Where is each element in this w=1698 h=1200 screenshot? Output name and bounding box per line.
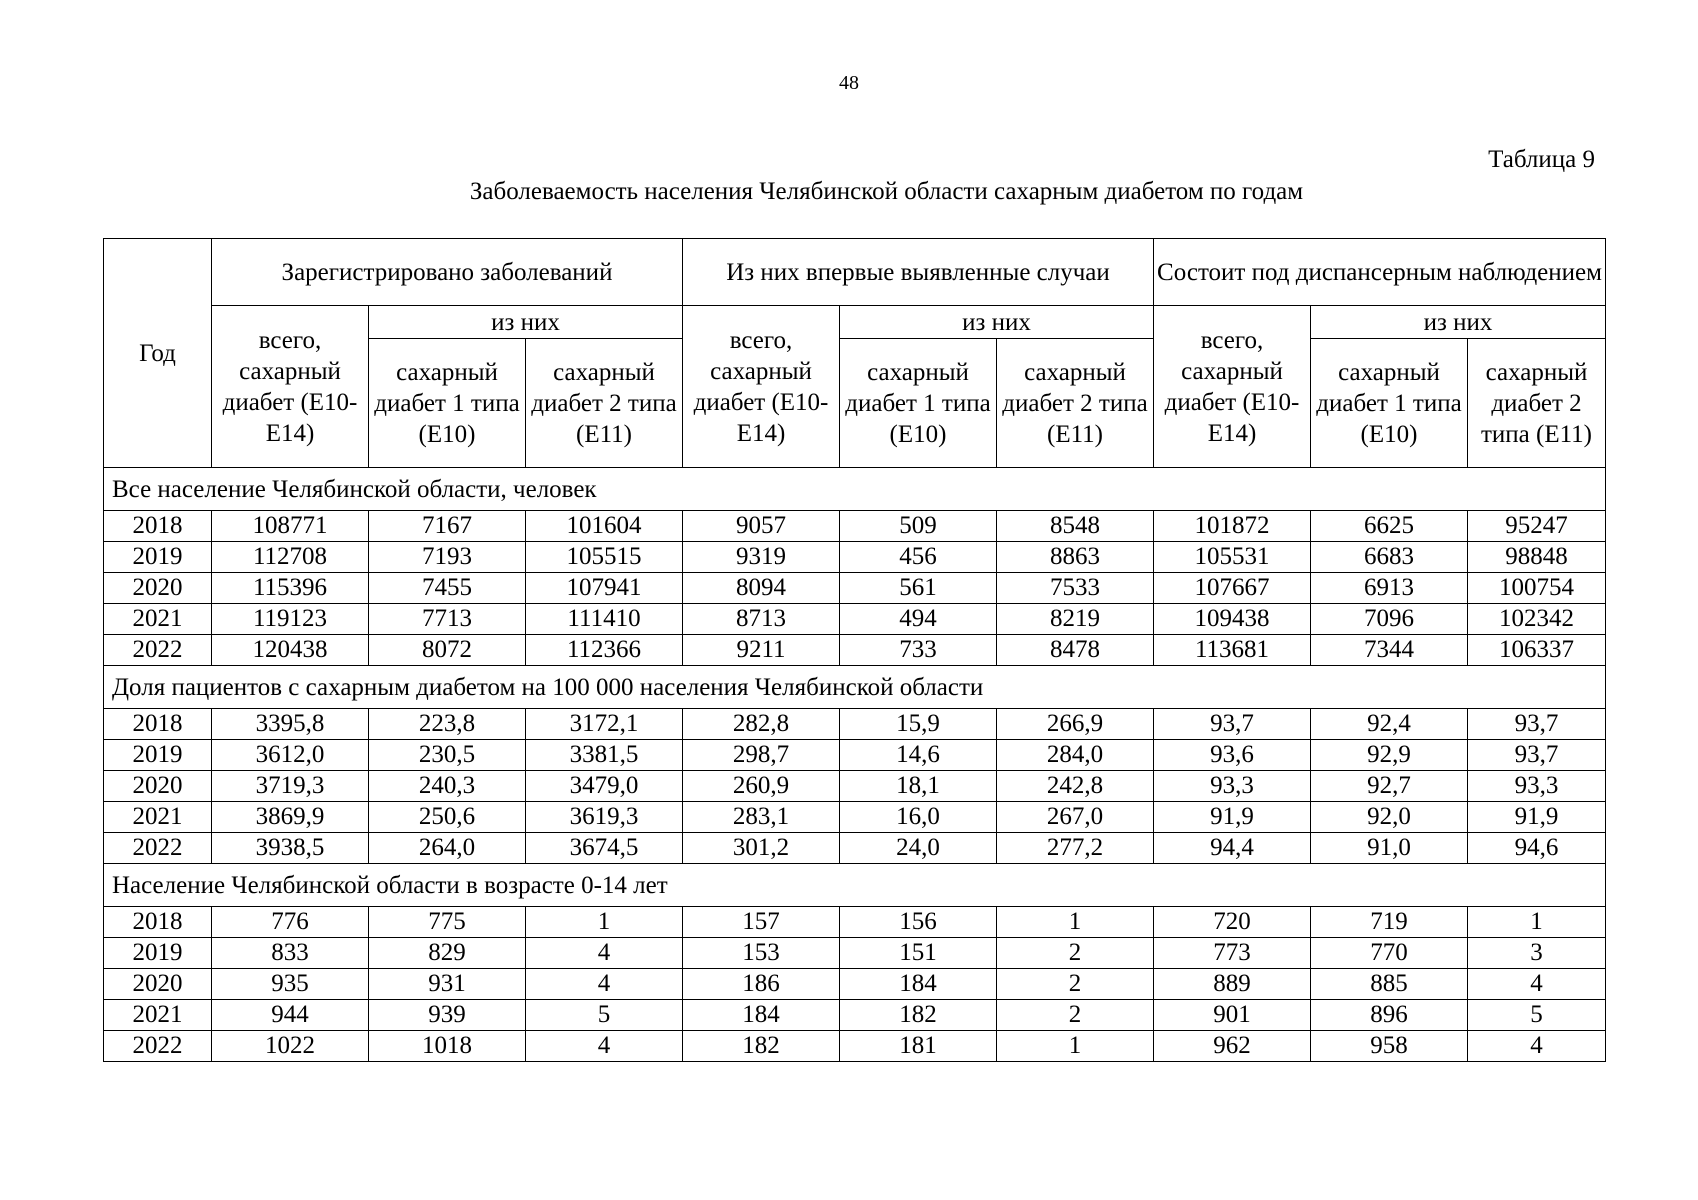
- value-cell: 182: [840, 1000, 997, 1031]
- header-registered: Зарегистрировано заболеваний: [212, 239, 683, 306]
- value-cell: 284,0: [997, 740, 1154, 771]
- value-cell: 250,6: [369, 802, 526, 833]
- value-cell: 7167: [369, 511, 526, 542]
- table-title-wrap: [0, 178, 1698, 206]
- value-cell: 1022: [212, 1031, 369, 1062]
- value-cell: 95247: [1468, 511, 1606, 542]
- value-cell: 4: [1468, 1031, 1606, 1062]
- value-cell: 3172,1: [526, 709, 683, 740]
- value-cell: 3869,9: [212, 802, 369, 833]
- value-cell: 240,3: [369, 771, 526, 802]
- value-cell: 298,7: [683, 740, 840, 771]
- year-cell: 2020: [104, 969, 212, 1000]
- year-cell: 2021: [104, 1000, 212, 1031]
- value-cell: 4: [526, 969, 683, 1000]
- value-cell: 4: [526, 938, 683, 969]
- header-total: всего, сахарный диабет (Е10-Е14): [683, 306, 840, 468]
- value-cell: 1: [997, 1031, 1154, 1062]
- year-cell: 2018: [104, 511, 212, 542]
- table-title: Заболеваемость населения Челябинской области сахарным диабетом по годам: [469, 178, 1304, 205]
- value-cell: 186: [683, 969, 840, 1000]
- value-cell: 94,4: [1154, 833, 1311, 864]
- value-cell: 182: [683, 1031, 840, 1062]
- value-cell: 93,7: [1468, 709, 1606, 740]
- value-cell: 5: [526, 1000, 683, 1031]
- table-row: [104, 709, 1606, 740]
- value-cell: 3395,8: [212, 709, 369, 740]
- table-row: [104, 833, 1606, 864]
- year-cell: 2018: [104, 907, 212, 938]
- value-cell: 733: [840, 635, 997, 666]
- section-title: Все население Челябинской области, человек: [104, 468, 1606, 511]
- value-cell: 6625: [1311, 511, 1468, 542]
- value-cell: 931: [369, 969, 526, 1000]
- value-cell: 776: [212, 907, 369, 938]
- value-cell: 94,6: [1468, 833, 1606, 864]
- page-number: 48: [839, 72, 859, 94]
- value-cell: 266,9: [997, 709, 1154, 740]
- value-cell: 223,8: [369, 709, 526, 740]
- value-cell: 93,7: [1154, 709, 1311, 740]
- value-cell: 2: [997, 969, 1154, 1000]
- table-row: [104, 1000, 1606, 1031]
- value-cell: 92,7: [1311, 771, 1468, 802]
- value-cell: 24,0: [840, 833, 997, 864]
- header-new-cases: Из них впервые выявленные случаи: [683, 239, 1154, 306]
- value-cell: 9057: [683, 511, 840, 542]
- value-cell: 901: [1154, 1000, 1311, 1031]
- value-cell: 944: [212, 1000, 369, 1031]
- value-cell: 111410: [526, 604, 683, 635]
- value-cell: 494: [840, 604, 997, 635]
- value-cell: 1: [997, 907, 1154, 938]
- value-cell: 15,9: [840, 709, 997, 740]
- value-cell: 93,6: [1154, 740, 1311, 771]
- header-year: Год: [104, 239, 212, 468]
- value-cell: 2: [997, 938, 1154, 969]
- value-cell: 18,1: [840, 771, 997, 802]
- table-row: [104, 938, 1606, 969]
- value-cell: 4: [1468, 969, 1606, 1000]
- table-row: [104, 635, 1606, 666]
- value-cell: 8478: [997, 635, 1154, 666]
- value-cell: 829: [369, 938, 526, 969]
- value-cell: 4: [526, 1031, 683, 1062]
- table-row: [104, 604, 1606, 635]
- value-cell: 8094: [683, 573, 840, 604]
- value-cell: 896: [1311, 1000, 1468, 1031]
- value-cell: 91,0: [1311, 833, 1468, 864]
- value-cell: 92,0: [1311, 802, 1468, 833]
- diabetes-table: [103, 238, 1606, 1062]
- value-cell: 7193: [369, 542, 526, 573]
- value-cell: 156: [840, 907, 997, 938]
- year-cell: 2022: [104, 833, 212, 864]
- header-type1: сахарный диабет 1 типа (Е10): [840, 339, 997, 468]
- table-body: [104, 468, 1606, 1062]
- value-cell: 719: [1311, 907, 1468, 938]
- year-cell: 2022: [104, 635, 212, 666]
- year-cell: 2019: [104, 740, 212, 771]
- year-cell: 2020: [104, 573, 212, 604]
- value-cell: 153: [683, 938, 840, 969]
- value-cell: 113681: [1154, 635, 1311, 666]
- year-cell: 2021: [104, 802, 212, 833]
- value-cell: 8072: [369, 635, 526, 666]
- value-cell: 16,0: [840, 802, 997, 833]
- value-cell: 5: [1468, 1000, 1606, 1031]
- value-cell: 277,2: [997, 833, 1154, 864]
- year-cell: 2019: [104, 938, 212, 969]
- header-type2: сахарный диабет 2 типа (Е11): [526, 339, 683, 468]
- header-iz-nih: из них: [369, 306, 683, 339]
- header-type2: сахарный диабет 2 типа (Е11): [997, 339, 1154, 468]
- value-cell: 119123: [212, 604, 369, 635]
- year-cell: 2018: [104, 709, 212, 740]
- table-row: [104, 511, 1606, 542]
- value-cell: 101872: [1154, 511, 1311, 542]
- header-type1: сахарный диабет 1 типа (Е10): [1311, 339, 1468, 468]
- value-cell: 1: [1468, 907, 1606, 938]
- table-row: [104, 969, 1606, 1000]
- value-cell: 1: [526, 907, 683, 938]
- value-cell: 456: [840, 542, 997, 573]
- value-cell: 720: [1154, 907, 1311, 938]
- header-iz-nih: из них: [1311, 306, 1606, 339]
- value-cell: 184: [683, 1000, 840, 1031]
- value-cell: 151: [840, 938, 997, 969]
- section-row: [104, 864, 1606, 907]
- value-cell: 3619,3: [526, 802, 683, 833]
- value-cell: 509: [840, 511, 997, 542]
- value-cell: 935: [212, 969, 369, 1000]
- value-cell: 2: [997, 1000, 1154, 1031]
- value-cell: 8548: [997, 511, 1154, 542]
- value-cell: 283,1: [683, 802, 840, 833]
- value-cell: 282,8: [683, 709, 840, 740]
- value-cell: 773: [1154, 938, 1311, 969]
- value-cell: 108771: [212, 511, 369, 542]
- table-row: [104, 1031, 1606, 1062]
- value-cell: 101604: [526, 511, 683, 542]
- value-cell: 770: [1311, 938, 1468, 969]
- value-cell: 157: [683, 907, 840, 938]
- year-cell: 2022: [104, 1031, 212, 1062]
- value-cell: 115396: [212, 573, 369, 604]
- value-cell: 7096: [1311, 604, 1468, 635]
- value-cell: 939: [369, 1000, 526, 1031]
- year-cell: 2020: [104, 771, 212, 802]
- value-cell: 885: [1311, 969, 1468, 1000]
- value-cell: 264,0: [369, 833, 526, 864]
- value-cell: 958: [1311, 1031, 1468, 1062]
- value-cell: 9319: [683, 542, 840, 573]
- value-cell: 3381,5: [526, 740, 683, 771]
- value-cell: 107667: [1154, 573, 1311, 604]
- value-cell: 106337: [1468, 635, 1606, 666]
- value-cell: 181: [840, 1031, 997, 1062]
- table-label: Таблица 9: [1488, 146, 1595, 173]
- value-cell: 775: [369, 907, 526, 938]
- value-cell: 14,6: [840, 740, 997, 771]
- value-cell: 7344: [1311, 635, 1468, 666]
- table-row: [104, 740, 1606, 771]
- value-cell: 120438: [212, 635, 369, 666]
- section-row: [104, 666, 1606, 709]
- value-cell: 833: [212, 938, 369, 969]
- value-cell: 93,3: [1468, 771, 1606, 802]
- value-cell: 301,2: [683, 833, 840, 864]
- value-cell: 3938,5: [212, 833, 369, 864]
- value-cell: 6683: [1311, 542, 1468, 573]
- header-total: всего, сахарный диабет (Е10-Е14): [1154, 306, 1311, 468]
- value-cell: 91,9: [1154, 802, 1311, 833]
- table-row: [104, 542, 1606, 573]
- value-cell: 1018: [369, 1031, 526, 1062]
- value-cell: 91,9: [1468, 802, 1606, 833]
- header-iz-nih: из них: [840, 306, 1154, 339]
- value-cell: 98848: [1468, 542, 1606, 573]
- value-cell: 889: [1154, 969, 1311, 1000]
- value-cell: 3: [1468, 938, 1606, 969]
- header-type1: сахарный диабет 1 типа (Е10): [369, 339, 526, 468]
- value-cell: 230,5: [369, 740, 526, 771]
- value-cell: 107941: [526, 573, 683, 604]
- value-cell: 184: [840, 969, 997, 1000]
- section-title: Доля пациентов с сахарным диабетом на 100 000 населения Челябинской области: [104, 666, 1606, 709]
- table-row: [104, 573, 1606, 604]
- table-row: [104, 907, 1606, 938]
- value-cell: 8713: [683, 604, 840, 635]
- value-cell: 8219: [997, 604, 1154, 635]
- value-cell: 9211: [683, 635, 840, 666]
- section-row: [104, 468, 1606, 511]
- value-cell: 6913: [1311, 573, 1468, 604]
- section-title: Население Челябинской области в возрасте 0-14 лет: [104, 864, 1606, 907]
- value-cell: 7713: [369, 604, 526, 635]
- value-cell: 267,0: [997, 802, 1154, 833]
- value-cell: 92,9: [1311, 740, 1468, 771]
- table-row: [104, 771, 1606, 802]
- value-cell: 561: [840, 573, 997, 604]
- header-dispensary: Состоит под диспансерным наблюдением: [1154, 239, 1606, 306]
- value-cell: 92,4: [1311, 709, 1468, 740]
- year-cell: 2019: [104, 542, 212, 573]
- header-type2: сахарный диабет 2 типа (Е11): [1468, 339, 1606, 468]
- value-cell: 7455: [369, 573, 526, 604]
- year-cell: 2021: [104, 604, 212, 635]
- value-cell: 3674,5: [526, 833, 683, 864]
- value-cell: 3479,0: [526, 771, 683, 802]
- value-cell: 8863: [997, 542, 1154, 573]
- value-cell: 3612,0: [212, 740, 369, 771]
- table-row: [104, 802, 1606, 833]
- value-cell: 242,8: [997, 771, 1154, 802]
- value-cell: 112366: [526, 635, 683, 666]
- value-cell: 7533: [997, 573, 1154, 604]
- value-cell: 102342: [1468, 604, 1606, 635]
- value-cell: 260,9: [683, 771, 840, 802]
- value-cell: 962: [1154, 1031, 1311, 1062]
- value-cell: 100754: [1468, 573, 1606, 604]
- value-cell: 3719,3: [212, 771, 369, 802]
- value-cell: 105515: [526, 542, 683, 573]
- value-cell: 109438: [1154, 604, 1311, 635]
- value-cell: 112708: [212, 542, 369, 573]
- value-cell: 93,3: [1154, 771, 1311, 802]
- value-cell: 105531: [1154, 542, 1311, 573]
- header-total: всего, сахарный диабет (Е10-Е14): [212, 306, 369, 468]
- value-cell: 93,7: [1468, 740, 1606, 771]
